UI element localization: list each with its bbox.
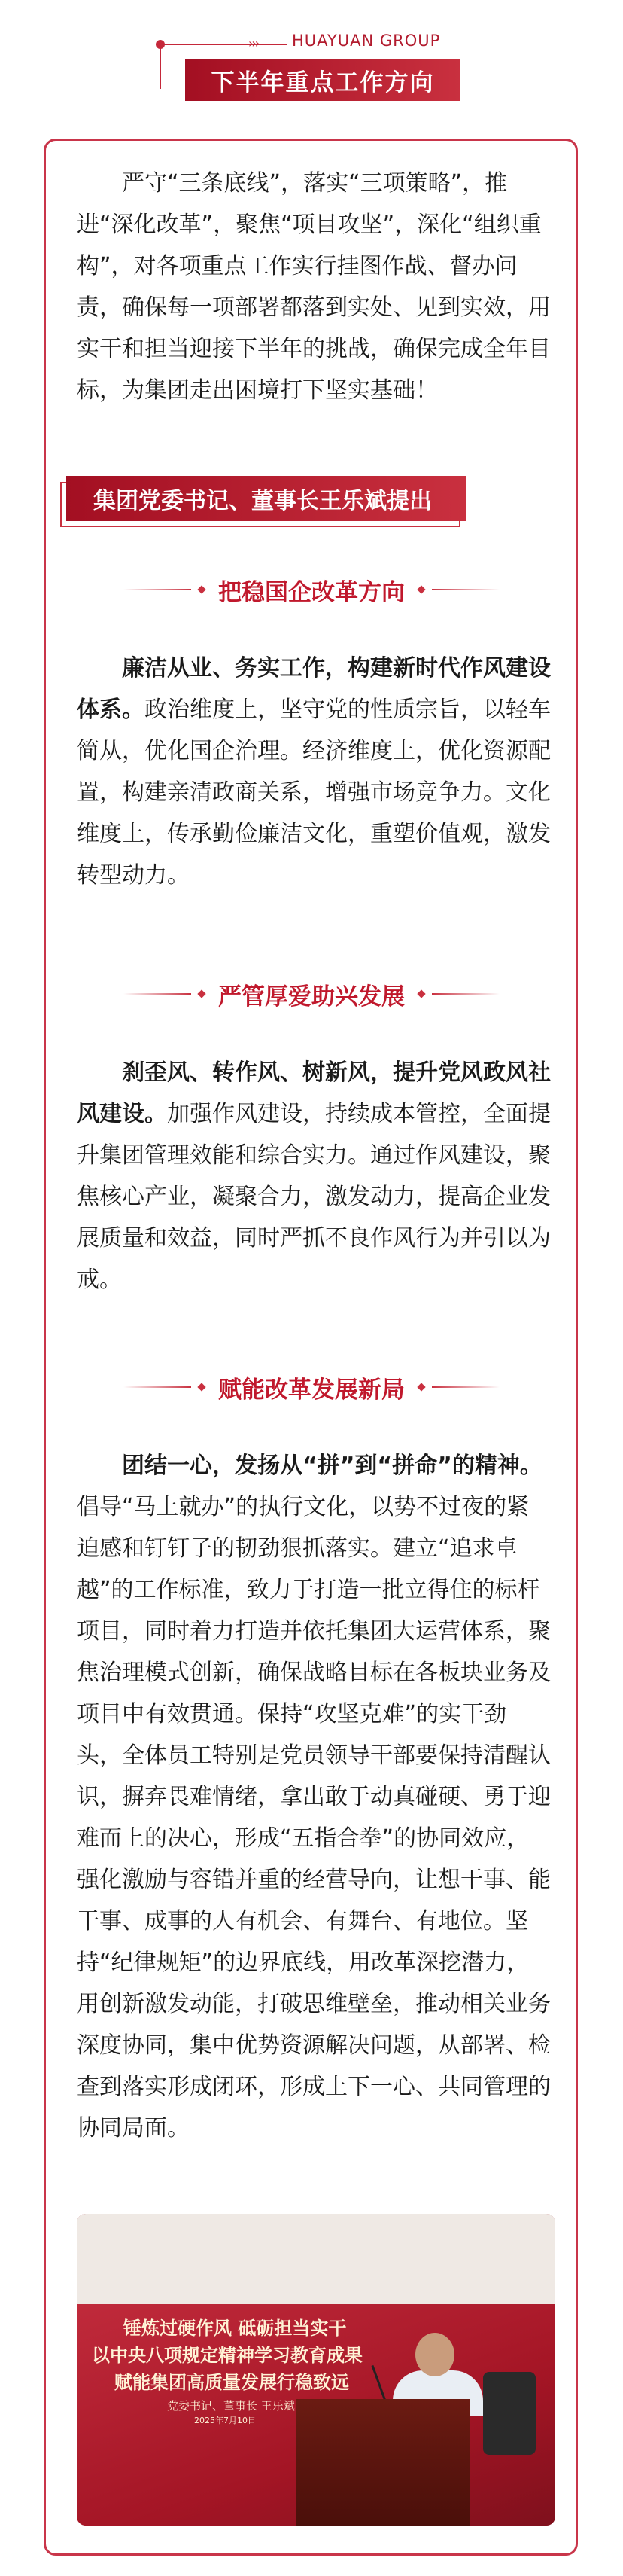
diamond-icon [197,989,205,998]
speaker-head [415,2333,454,2376]
diamond-icon [197,1383,205,1391]
section-heading-1 [68,575,555,605]
diamond-icon [417,1383,425,1391]
banner-line-5: 2025年7月10日 [194,2416,256,2425]
section-lead: 团结一心，发扬从“拼”到“拼命”的精神。 [122,1453,542,1479]
section-paragraph-1 [77,648,551,896]
section-paragraph-2 [77,1052,551,1300]
banner-line-3: 赋能集团高质量发展行稳致远 [114,2372,349,2393]
podium [296,2399,470,2526]
meeting-photo [77,2214,555,2526]
banner-line-4: 党委书记、董事长 王乐斌 [167,2399,295,2413]
decor-line-vertical [160,44,161,89]
section-body: 加强作风建设，持续成本管控，全面提升集团管理效能和综合实力。通过作风建设，聚焦核心产业，凝聚合力，激发动力，提高企业发展质量和效益，同时严抓不良作风行为并引以为戒。 [77,1101,551,1293]
header [0,0,623,136]
intro-paragraph: 严守“三条底线”，落实“三项策略”，推进“深化改革”，聚焦“项目攻坚”，深化“组织重构”，对各项重点工作实行挂图作战、督办问责，确保每一项部署都落到实处、见到实效，用实干和担当迎接下半年的挑战，确保完成全年目标，为集团走出困境打下坚实基础！ [77,170,551,404]
chevron-right-icon: ››› [248,36,259,50]
section-heading-2 [68,979,555,1009]
section-body: 倡导“马上就办”的执行文化，以势不过夜的紧迫感和钉钉子的韧劲狠抓落实。建立“追求卓越”的工作标准，致力于打造一批立得住的标杆项目，同时着力打造并依托集团大运营体系，聚焦治理模式创新，确保战略目标在各板块业务及项目中有效贯通。保持“攻坚克难”的实干劲头，全体员工特别是党员领导干部要保持清醒认识，摒弃畏难情绪，拿出敢于动真碰硬、勇于迎难而上的决心，形成“五指合拳”的协同效应，强化激励与容错并重的经营导向，让想干事、能干事、成事的人有机会、有舞台、有地位。坚持“纪律规矩”的边界底线，用改革深挖潜力，用创新激发动能，打破思维壁垒，推动相关业务深度协同，集中优势资源解决问题，从部署、检查到落实形成闭环，形成上下一心、共同管理的协同局面。 [77,1494,551,2142]
section-title: 把稳国企改革方向 [218,578,405,606]
section-paragraph-3 [77,1445,551,2149]
section-title: 严管厚爱助兴发展 [218,983,405,1011]
diamond-icon [417,585,425,593]
decor-line [160,44,287,45]
banner-line-1: 锤炼过硬作风 砥砺担当实干 [123,2318,347,2339]
chair [483,2372,536,2455]
diamond-icon [417,989,425,998]
speaker-tag: 集团党委书记、董事长王乐斌提出 [66,476,466,521]
brand-label: HUAYUAN GROUP [292,32,441,50]
page-title: 下半年重点工作方向 [185,59,460,101]
section-body: 政治维度上，坚守党的性质宗旨，以轻车简从，优化国企治理。经济维度上，优化资源配置，构建亲清政商关系，增强市场竞争力。文化维度上，传承勤俭廉洁文化，重塑价值观，激发转型动力。 [77,697,551,889]
section-lead: 刹歪风、转作风、树新风，提升党风政风社风建设。 [77,1059,551,1127]
photo-wall [77,2214,555,2319]
diamond-icon [197,585,205,593]
section-lead: 廉洁从业、务实工作，构建新时代作风建设体系。 [77,655,551,723]
section-title: 赋能改革发展新局 [218,1376,405,1404]
banner-line-2: 以中央八项规定精神学习教育成果 [92,2345,363,2366]
section-heading-3 [68,1372,555,1402]
